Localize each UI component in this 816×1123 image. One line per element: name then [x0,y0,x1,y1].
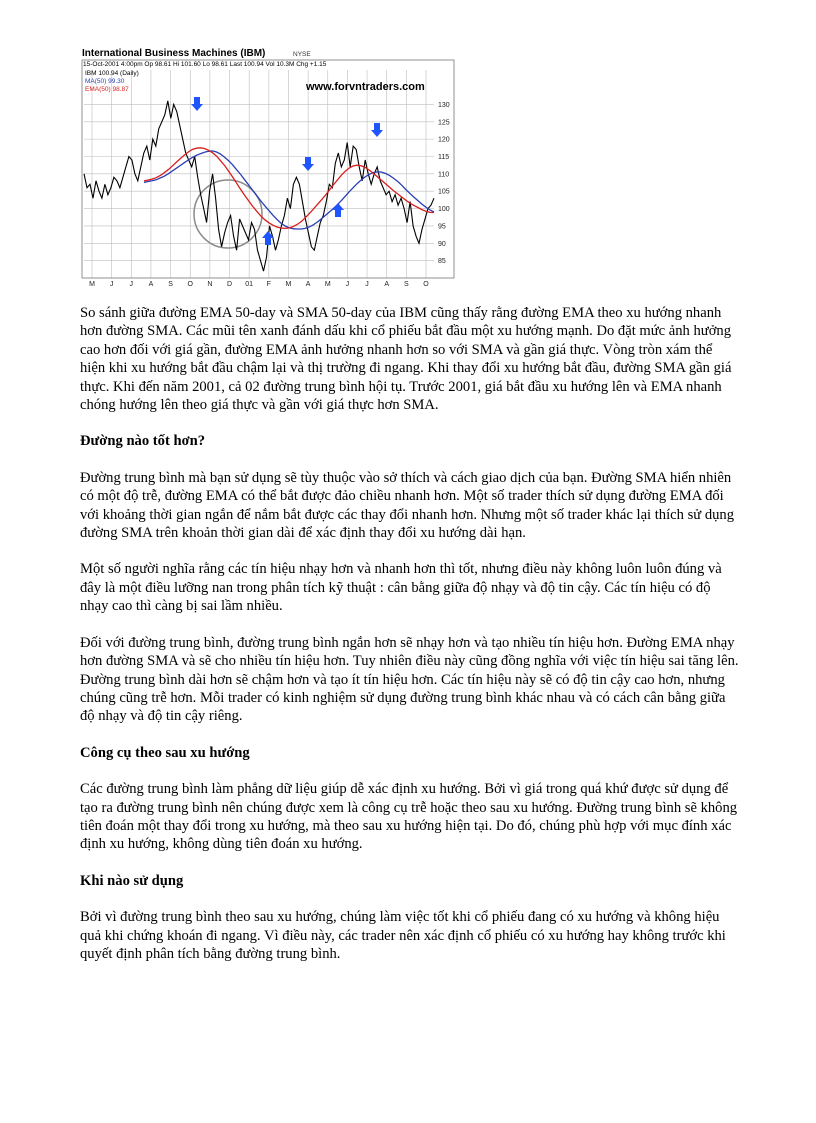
y-tick-label: 125 [438,119,450,127]
x-tick-label: O [423,281,429,288]
heading-which-better: Đường nào tốt hơn? [80,433,206,450]
y-tick-label: 110 [438,171,450,179]
chart-title: International Business Machines (IBM) [82,48,266,59]
x-tick-label: J [109,281,114,288]
legend-ema: EMA(50) 98.87 [85,86,129,93]
x-tick-label: D [226,281,233,288]
heading-trend-following: Công cụ theo sau xu hướng [80,744,250,761]
x-tick-label: 01 [245,281,254,288]
y-tick-label: 100 [438,206,450,214]
x-tick-label: A [305,281,311,288]
y-tick-label: 115 [438,153,450,161]
x-tick-label: M [324,281,331,288]
x-tick-label: F [266,281,271,288]
y-tick-label: 95 [438,223,446,231]
x-tick-label: S [168,281,173,288]
y-tick-label: 90 [438,240,446,248]
paragraph-sensitivity: Một số người nghĩa rằng các tín hiệu nhạy hơn và nhanh hơn thì tốt, nhưng điều này không luôn luôn đúng và đây là một điều lưỡng nan trong phân tích kỹ thuật : cân bằng giữa độ nhạy và độ tin cậy. Các tín hiệu có độ nhạy cao thì càng bị sai lầm nhiều. [80,561,722,615]
document-page [80,46,740,981]
x-tick-label: O [187,281,193,288]
x-tick-label: N [207,281,213,288]
x-tick-label: A [148,281,154,288]
chart-info-line: 15-Oct-2001 4:00pm Op 98.61 Hi 101.60 Lo 98.61 Last 100.94 Vol 10.3M Chg +1.15 [83,61,327,68]
paragraph-preference: Đường trung bình mà bạn sử dụng sẽ tùy thuộc vào sở thích và cách giao dịch của bạn. Đường SMA hiển nhiên có một độ trễ, đường EMA có thể bắt được đảo chiều nhanh hơn. Một số trader thích sử dụng đường EMA đối với khoảng thời gian ngắn để nắm bắt được các thay đổi nhanh hơn. Nhưng một số trader khác lại thích sử dụng đường SMA trên khoản thời gian dài để xác định thay đổi xu hướng dài hạn. [80,469,735,542]
ibm-chart-svg [80,46,460,290]
legend-sma: MA(50) 99.30 [85,78,125,85]
x-tick-label: M [285,281,292,288]
paragraph-usage: Bởi vì đường trung bình theo sau xu hướng, chúng làm việc tốt khi cổ phiếu đang có xu hướng và không hiệu quả khi chứng khoán đi ngang. Vì điều này, các trader nên xác định cổ phiếu có xu hướng hay không trước khi quyết định phân tích bằng đường trung bình. [80,909,726,962]
paragraph-smoothing: Các đường trung bình làm phẳng dữ liệu giúp dễ xác định xu hướng. Bởi vì giá trong quá khứ được sử dụng để tạo ra đường trung bình nên chúng được xem là công cụ trễ hoặc theo sau xu hướng. Đường trung bình sẽ không tiên đoán một thay đổi trong xu hướng, mà theo sau xu hướng hiện tại. Do đó, chúng phù hợp với mục đính xác định xu hướng, không dùng tiên đoán xu hướng. [80,781,738,853]
y-tick-label: 130 [438,101,450,109]
x-tick-label: J [345,281,350,288]
x-tick-label: A [384,281,390,288]
ibm-chart [80,46,460,290]
heading-when-to-use: Khi nào sử dụng [80,872,184,889]
y-tick-label: 85 [438,258,446,266]
x-tick-label: S [404,281,409,288]
chart-watermark: www.forvntraders.com [306,81,425,93]
legend-price: IBM 100.94 (Daily) [85,70,139,77]
x-tick-label: J [365,281,369,288]
paragraph-comparison: So sánh giữa đường EMA 50-day và SMA 50-day của IBM cũng thấy rằng đường EMA theo xu hướng nhanh hơn đường SMA. Các mũi tên xanh đánh dấu khi cổ phiếu bắt đầu một xu hướng mạnh. Do đặt mức ảnh hưởng cao hơn đối với giá gần, đường EMA ảnh hưởng nhanh hơn so với SMA và gần giá thực. Vòng tròn xám thể hiện khi xu hướng bắt đầu chậm lại và thị trường đi ngang. Khi thay đổi xu hướng bắt đầu, đường SMA gần giá thực. Khi đến năm 2001, cả 02 đường trung bình hội tụ. Trước 2001, giá bắt đầu xu hướng lên và EMA nhanh chóng hướng lên theo giá thực và gần với giá thực hơn SMA. [80,305,732,414]
chart-exchange: NYSE [293,51,311,58]
x-tick-label: J [129,281,134,288]
x-tick-label: M [89,281,95,288]
paragraph-signals: Đối với đường trung bình, đường trung bình ngắn hơn sẽ nhạy hơn và tạo nhiều tín hiệu hơn. Đường EMA nhạy hơn đường SMA và sẽ cho nhiều tín hiệu hơn. Tuy nhiên điều này cũng đồng nghĩa với việc tín hiệu sai tăng lên. Đường trung bình dài hơn sẽ chậm hơn và tạo ít tín hiệu hơn. Các tín hiệu này sẽ có độ tin cậy cao hơn, nhưng chúng cũng trễ hơn. Mỗi trader có kinh nghiệm sử dụng đường trung bình khác nhau và có cách cân bằng giữa độ nhạy và độ tin cậy riêng. [80,634,739,725]
y-tick-label: 105 [438,188,450,196]
y-tick-label: 120 [438,136,450,144]
